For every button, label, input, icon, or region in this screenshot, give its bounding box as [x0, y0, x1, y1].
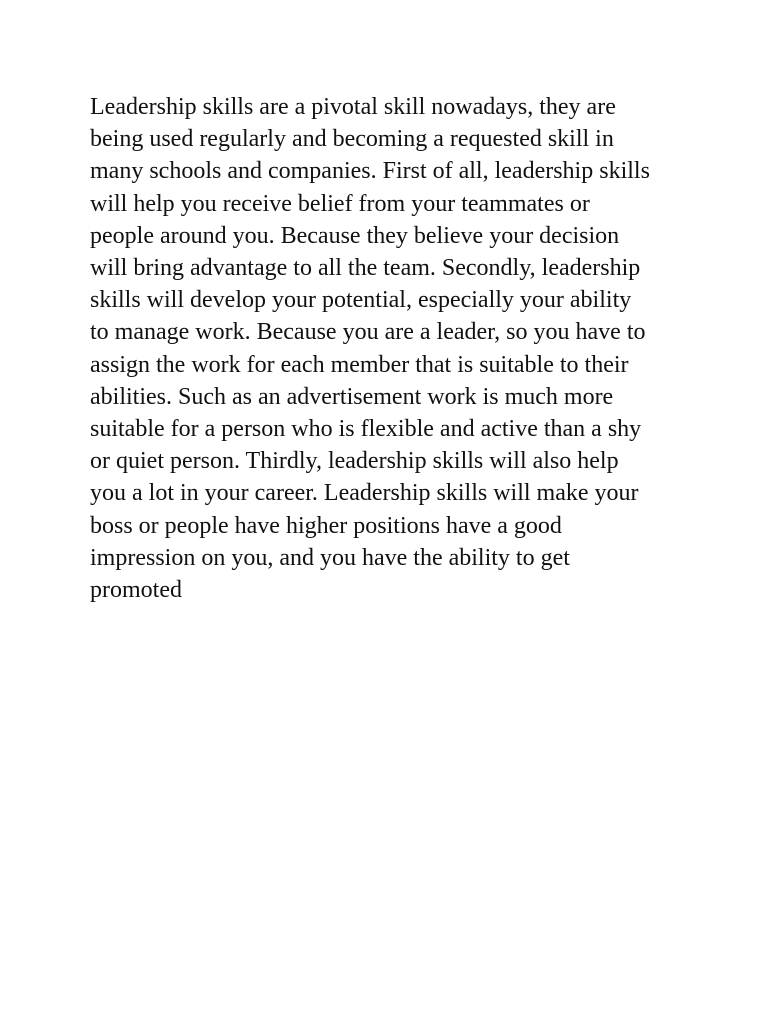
paragraph-line: people around you. Because they believe your decision — [90, 222, 620, 249]
paragraph-line: abilities. Such as an advertisement work is much more — [90, 383, 614, 410]
paragraph-line: to manage work. Because you are a leader, so you have to — [90, 319, 646, 346]
paragraph-line: promoted — [90, 577, 182, 604]
body-paragraph — [90, 91, 710, 606]
paragraph-line: skills will develop your potential, especially your ability — [90, 287, 632, 314]
paragraph-line: assign the work for each member that is suitable to their — [90, 351, 629, 378]
paragraph-line: being used regularly and becoming a requested skill in — [90, 126, 614, 153]
paragraph-line: boss or people have higher positions have a good — [90, 512, 562, 539]
paragraph-line: will help you receive belief from your teammates or — [90, 190, 590, 217]
paragraph-line: will bring advantage to all the team. Secondly, leadership — [90, 255, 641, 282]
paragraph-line: or quiet person. Thirdly, leadership skills will also help — [90, 448, 619, 475]
paragraph-line: suitable for a person who is flexible and active than a shy — [90, 416, 642, 443]
paragraph-line: Leadership skills are a pivotal skill nowadays, they are — [90, 94, 616, 120]
paragraph-line: impression on you, and you have the ability to get — [90, 544, 570, 571]
paragraph-line: you a lot in your career. Leadership skills will make your — [90, 480, 639, 507]
paragraph-line: many schools and companies. First of all, leadership skills — [90, 158, 650, 185]
